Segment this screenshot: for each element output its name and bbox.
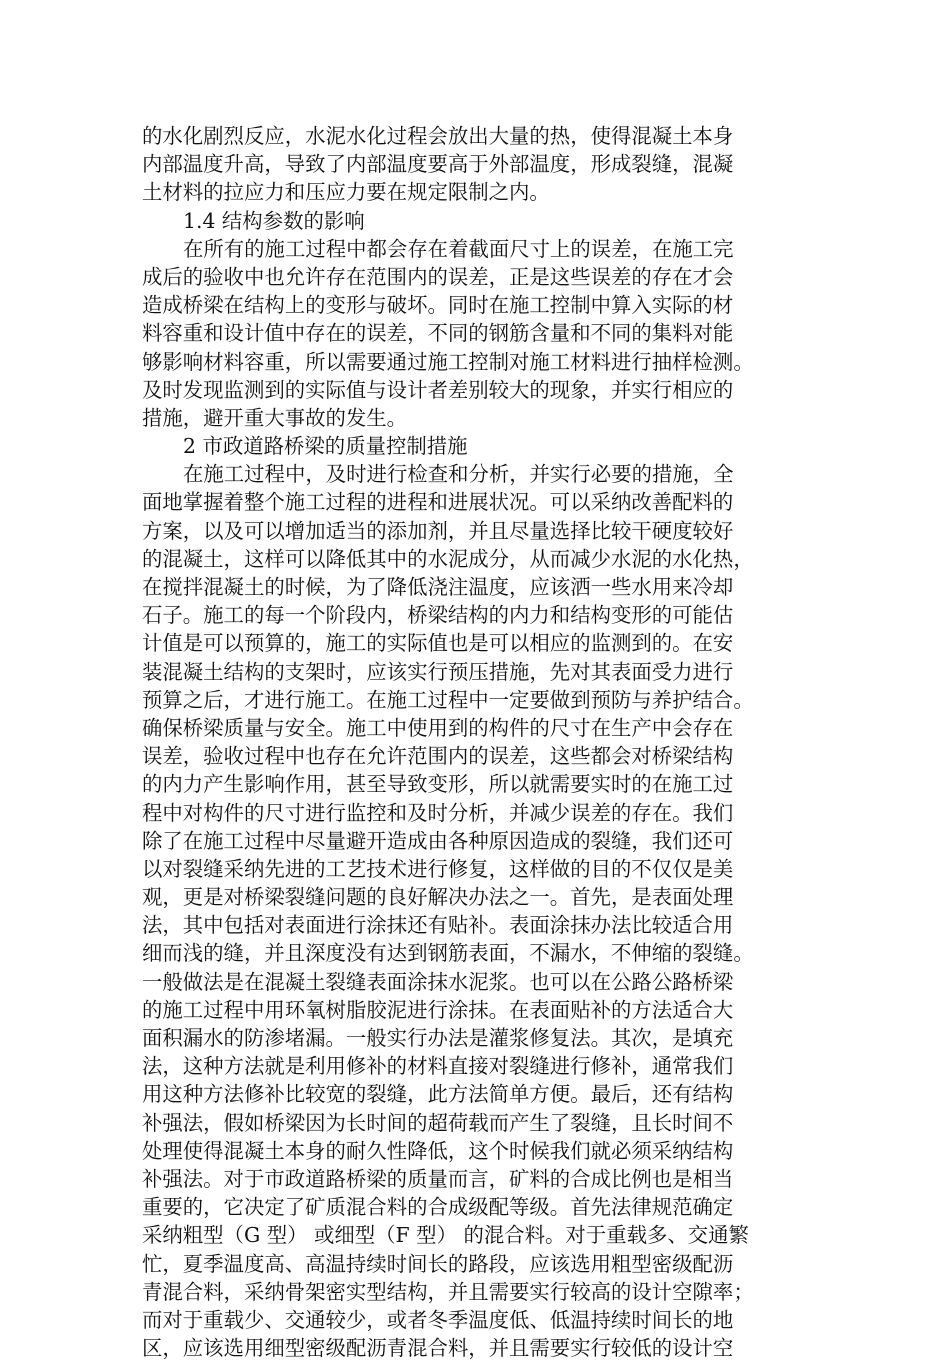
text-line: 的水化剧烈反应，水泥水化过程会放出大量的热，使得混凝土本身 xyxy=(142,124,734,148)
text-line: 措施，避开重大事故的发生。 xyxy=(142,405,408,430)
text-line: 预算之后，才进行施工。在施工过程中一定要做到预防与养护结合。 xyxy=(142,687,754,712)
text-line: 够影响材料容重，所以需要通过施工控制对施工材料进行抽样检测。 xyxy=(142,349,754,374)
text-line: 石子。施工的每一个阶段内，桥梁结构的内力和结构变形的可能估 xyxy=(142,603,734,628)
text-line: 青混合料，采纳骨架密实型结构，并且需要实行较高的设计空隙率； xyxy=(142,1279,754,1304)
text-line: 土材料的拉应力和压应力要在规定限制之内。 xyxy=(142,180,550,205)
text-line: 处理使得混凝土本身的耐久性降低，这个时候我们就必须采纳结构 xyxy=(142,1138,734,1163)
text-line: 而对于重载少、交通较少，或者冬季温度低、低温持续时间长的地 xyxy=(142,1307,734,1332)
text-line: 内部温度升高，导致了内部温度要高于外部温度，形成裂缝，混凝 xyxy=(142,152,734,177)
text-line: 的施工过程中用环氧树脂胶泥进行涂抹。在表面贴补的方法适合大 xyxy=(142,997,734,1022)
text-line: 细而浅的缝，并且深度没有达到钢筋表面，不漏水，不伸缩的裂缝。 xyxy=(142,941,754,966)
text-line: 及时发现监测到的实际值与设计者差别较大的现象，并实行相应的 xyxy=(142,377,734,402)
text-line: 补强法，假如桥梁因为长时间的超荷载而产生了裂缝，且长时间不 xyxy=(142,1110,734,1135)
text-line: 忙，夏季温度高、高温持续时间长的路段，应该选用粗型密级配沥 xyxy=(142,1251,734,1276)
text-line: 用这种方法修补比较宽的裂缝，此方法简单方便。最后，还有结构 xyxy=(142,1082,734,1107)
text-line: 装混凝土结构的支架时，应该实行预压措施，先对其表面受力进行 xyxy=(142,659,734,684)
text-line: 除了在施工过程中尽量避开造成由各种原因造成的裂缝，我们还可 xyxy=(142,828,734,853)
text-line: 采纳粗型（G 型） 或细型（F 型） 的混合料。对于重载多、交通繁 xyxy=(142,1223,749,1248)
section-heading: 2 市政道路桥梁的质量控制措施 xyxy=(183,434,468,459)
text-line: 以对裂缝采纳先进的工艺技术进行修复，这样做的目的不仅仅是美 xyxy=(142,856,734,881)
text-line: 重要的，它决定了矿质混合料的合成级配等级。首先法律规范确定 xyxy=(142,1195,734,1220)
text-line: 在所有的施工过程中都会存在着截面尺寸上的误差，在施工完 xyxy=(183,236,734,261)
text-line: 在搅拌混凝土的时候，为了降低浇注温度，应该洒一些水用来冷却 xyxy=(142,575,734,599)
text-line: 计值是可以预算的，施工的实际值也是可以相应的监测到的。在安 xyxy=(142,631,734,656)
text-line: 法，这种方法就是利用修补的材料直接对裂缝进行修补，通常我们 xyxy=(142,1054,734,1079)
document-body xyxy=(142,122,812,1362)
text-line: 方案，以及可以增加适当的添加剂，并且尽量选择比较干硬度较好 xyxy=(142,518,734,543)
text-line: 一般做法是在混凝土裂缝表面涂抹水泥浆。也可以在公路公路桥梁 xyxy=(142,969,734,994)
text-line: 在施工过程中，及时进行检查和分析，并实行必要的措施，全 xyxy=(183,462,734,487)
text-line: 面积漏水的防渗堵漏。一般实行办法是灌浆修复法。其次，是填充 xyxy=(142,1026,734,1050)
text-line: 区，应该选用细型密级配沥青混合料，并且需要实行较低的设计空 xyxy=(142,1336,734,1361)
text-line: 确保桥梁质量与安全。施工中使用到的构件的尺寸在生产中会存在 xyxy=(142,715,734,740)
text-line: 误差，验收过程中也存在允许范围内的误差，这些都会对桥梁结构 xyxy=(142,744,734,769)
text-line: 面地掌握着整个施工过程的进程和进展状况。可以采纳改善配料的 xyxy=(142,490,734,515)
text-line: 成后的验收中也允许存在范围内的误差，正是这些误差的存在才会 xyxy=(142,264,734,289)
text-line: 法，其中包括对表面进行涂抹还有贴补。表面涂抹办法比较适合用 xyxy=(142,913,734,938)
section-heading: 1.4 结构参数的影响 xyxy=(183,208,365,233)
text-line: 的混凝土，这样可以降低其中的水泥成分，从而减少水泥的水化热， xyxy=(142,546,754,571)
text-line: 料容重和设计值中存在的误差，不同的钢筋含量和不同的集料对能 xyxy=(142,321,734,346)
text-line: 补强法。对于市政道路桥梁的质量而言，矿料的合成比例也是相当 xyxy=(142,1166,734,1191)
text-line: 观，更是对桥梁裂缝问题的良好解决办法之一。首先，是表面处理 xyxy=(142,885,734,910)
text-line: 造成桥梁在结构上的变形与破坏。同时在施工控制中算入实际的材 xyxy=(142,293,734,318)
text-line: 程中对构件的尺寸进行监控和及时分析，并减少误差的存在。我们 xyxy=(142,800,734,825)
text-line: 的内力产生影响作用，甚至导致变形，所以就需要实时的在施工过 xyxy=(142,772,734,797)
